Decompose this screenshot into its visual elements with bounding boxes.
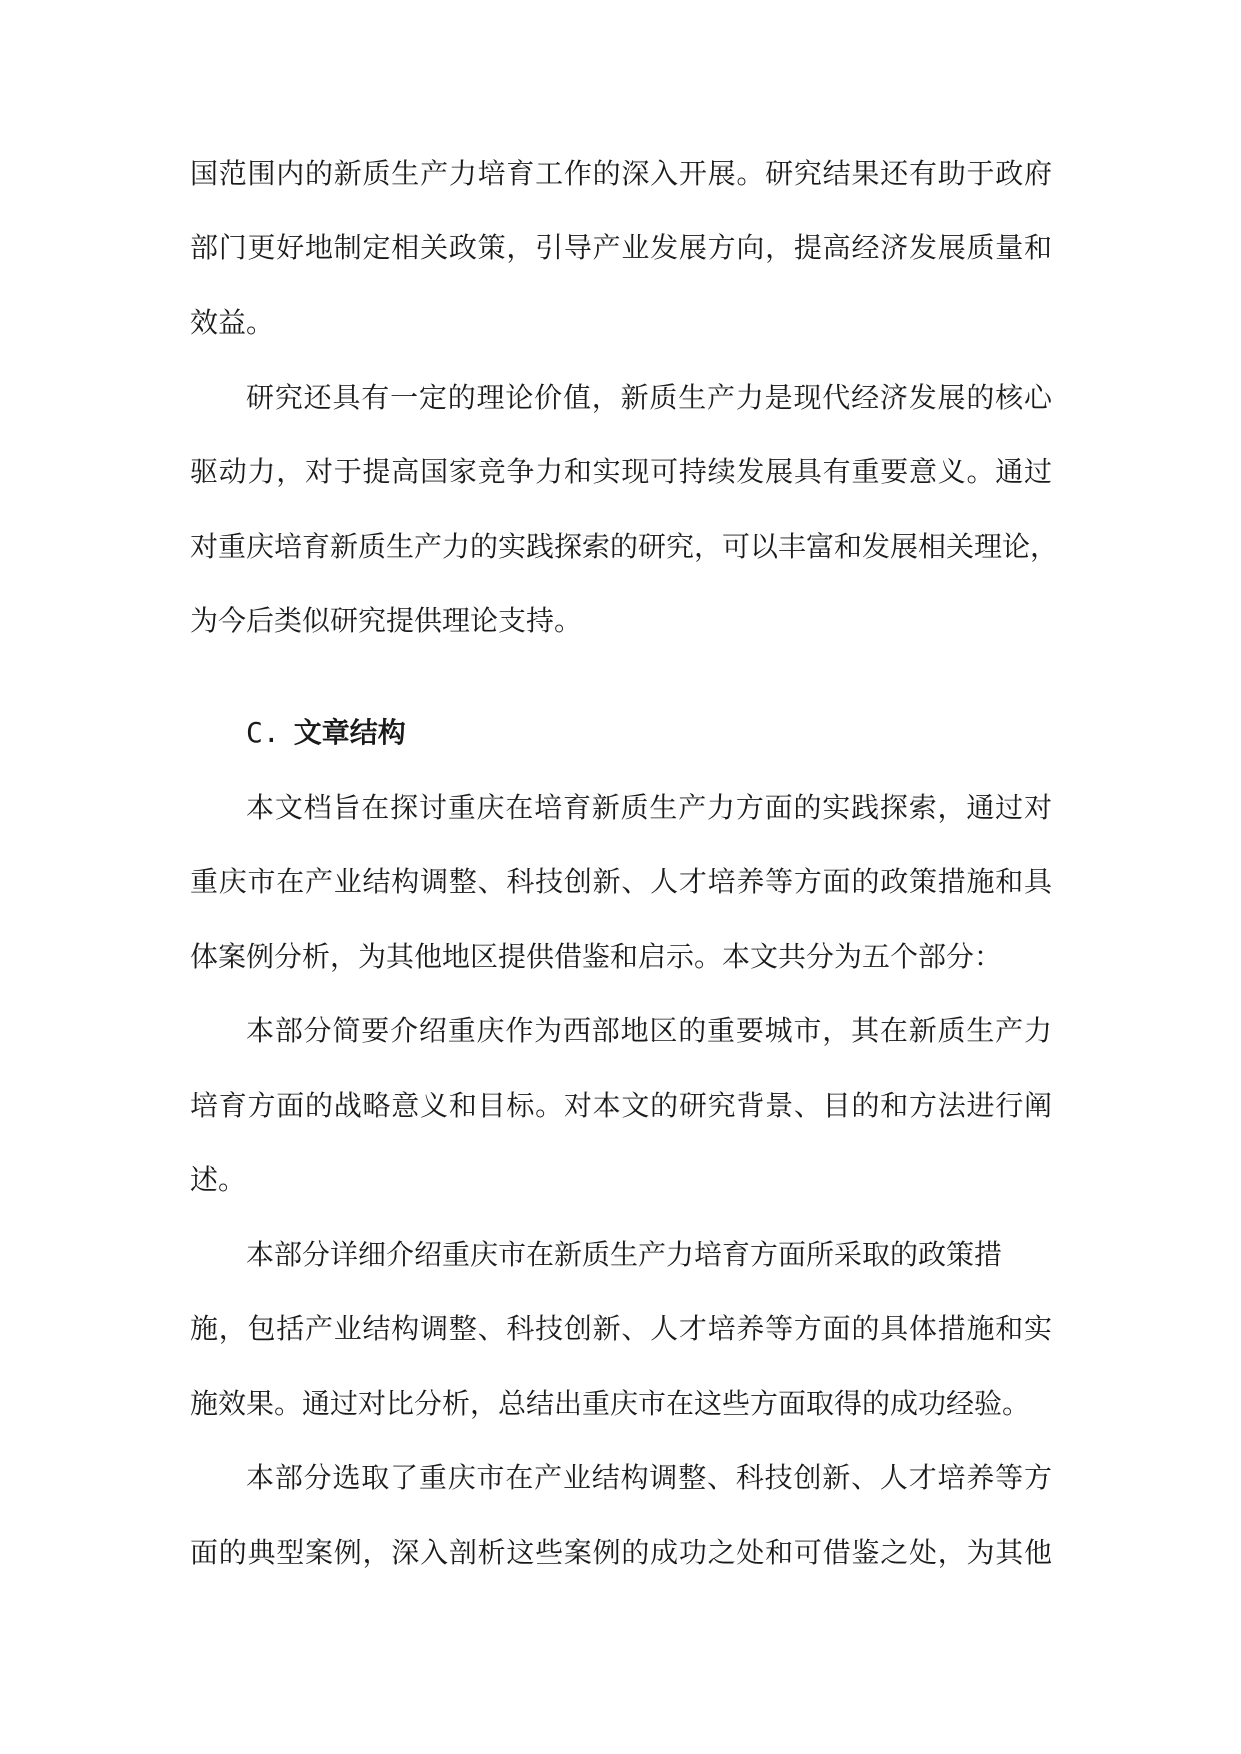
paragraph-4-line-3: 述。 — [190, 1163, 247, 1196]
paragraph-2-line-2: 驱动力，对于提高国家竞争力和实现可持续发展具有重要意义。通过 — [190, 455, 1052, 488]
paragraph-3-line-2: 重庆市在产业结构调整、科技创新、人才培养等方面的政策措施和具 — [190, 865, 1052, 898]
paragraph-6-line-1: 本部分选取了重庆市在产业结构调整、科技创新、人才培养等方 — [246, 1461, 1052, 1494]
paragraph-5-line-3: 施效果。通过对比分析，总结出重庆市在这些方面取得的成功经验。 — [190, 1387, 1031, 1420]
paragraph-1-line-2: 部门更好地制定相关政策，引导产业发展方向，提高经济发展质量和 — [190, 231, 1052, 264]
section-title: 文章结构 — [293, 716, 406, 749]
paragraph-1-line-1: 国范围内的新质生产力培育工作的深入开展。研究结果还有助于政府 — [190, 157, 1052, 190]
paragraph-5-line-2: 施，包括产业结构调整、科技创新、人才培养等方面的具体措施和实 — [190, 1312, 1052, 1345]
section-number: C. — [246, 716, 280, 749]
section-heading — [246, 713, 406, 753]
paragraph-1-line-3: 效益。 — [190, 306, 275, 339]
paragraph-2-line-1: 研究还具有一定的理论价值，新质生产力是现代经济发展的核心 — [246, 381, 1052, 414]
paragraph-6-line-2: 面的典型案例，深入剖析这些案例的成功之处和可借鉴之处，为其他 — [190, 1536, 1052, 1569]
paragraph-5-line-1: 本部分详细介绍重庆市在新质生产力培育方面所采取的政策措 — [246, 1238, 1003, 1271]
paragraph-2-line-3: 对重庆培育新质生产力的实践探索的研究，可以丰富和发展相关理论， — [190, 530, 1059, 563]
paragraph-3-line-1: 本文档旨在探讨重庆在培育新质生产力方面的实践探索，通过对 — [246, 791, 1052, 824]
paragraph-4-line-2: 培育方面的战略意义和目标。对本文的研究背景、目的和方法进行阐 — [190, 1089, 1052, 1122]
paragraph-2-line-4: 为今后类似研究提供理论支持。 — [190, 604, 583, 637]
paragraph-3-line-3: 体案例分析，为其他地区提供借鉴和启示。本文共分为五个部分： — [190, 940, 1003, 973]
paragraph-4-line-1: 本部分简要介绍重庆作为西部地区的重要城市，其在新质生产力 — [246, 1014, 1052, 1047]
